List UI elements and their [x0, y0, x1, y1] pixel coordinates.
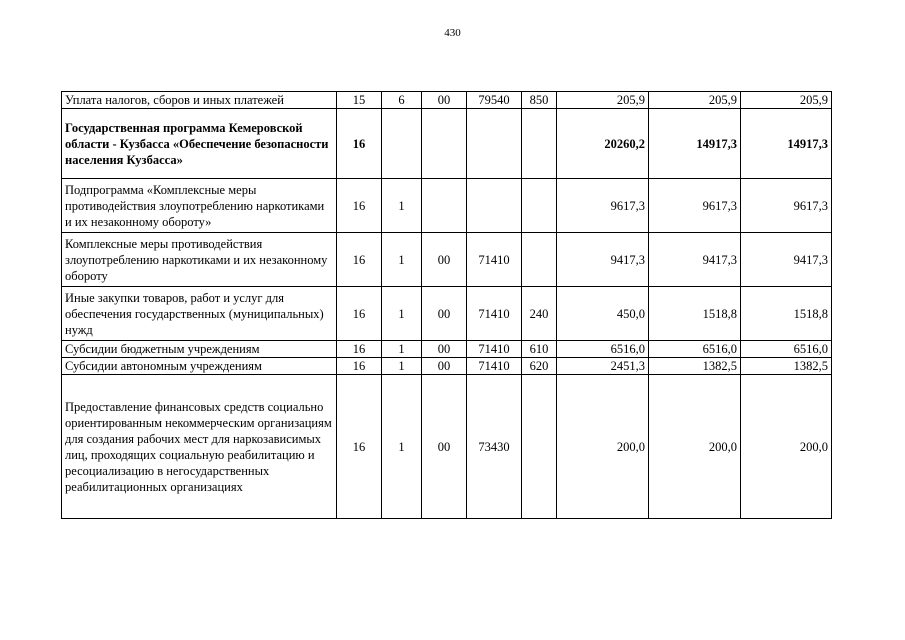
row-value-year-3: 200,0 [741, 375, 832, 519]
row-value-year-1: 9617,3 [557, 179, 649, 233]
row-target-article: 73430 [467, 375, 522, 519]
row-direction-code: 00 [422, 287, 467, 341]
table-row [62, 287, 832, 341]
row-value-year-3: 14917,3 [741, 109, 832, 179]
row-name: Иные закупки товаров, работ и услуг для обеспечения государственных (муниципальных) нужд [62, 287, 337, 341]
page-number: 430 [444, 27, 461, 39]
row-value-year-1: 205,9 [557, 92, 649, 109]
row-expense-type [522, 375, 557, 519]
row-value-year-3: 6516,0 [741, 341, 832, 358]
row-program-code: 16 [337, 358, 382, 375]
table-row [62, 375, 832, 519]
row-target-article: 71410 [467, 233, 522, 287]
row-target-article: 79540 [467, 92, 522, 109]
row-name: Субсидии автономным учреждениям [62, 358, 337, 375]
row-name: Субсидии бюджетным учреждениям [62, 341, 337, 358]
row-target-article: 71410 [467, 358, 522, 375]
row-direction-code [422, 109, 467, 179]
row-target-article [467, 109, 522, 179]
row-value-year-1: 2451,3 [557, 358, 649, 375]
row-program-code: 16 [337, 287, 382, 341]
table-row [62, 233, 832, 287]
row-subprogram-code [382, 109, 422, 179]
row-value-year-1: 450,0 [557, 287, 649, 341]
row-value-year-2: 1518,8 [649, 287, 741, 341]
row-subprogram-code: 1 [382, 179, 422, 233]
row-value-year-2: 205,9 [649, 92, 741, 109]
row-value-year-3: 9617,3 [741, 179, 832, 233]
row-value-year-3: 205,9 [741, 92, 832, 109]
budget-table-body [62, 92, 832, 519]
row-value-year-3: 1518,8 [741, 287, 832, 341]
row-subprogram-code: 1 [382, 341, 422, 358]
row-name: Комплексные меры противодействия злоупотреблению наркотиками и их незаконному обороту [62, 233, 337, 287]
table-row [62, 92, 832, 109]
row-subprogram-code: 1 [382, 375, 422, 519]
row-expense-type: 620 [522, 358, 557, 375]
row-direction-code [422, 179, 467, 233]
row-value-year-1: 200,0 [557, 375, 649, 519]
row-direction-code: 00 [422, 358, 467, 375]
table-row [62, 109, 832, 179]
row-program-code: 16 [337, 375, 382, 519]
table-row [62, 179, 832, 233]
row-program-code: 16 [337, 179, 382, 233]
row-program-code: 15 [337, 92, 382, 109]
row-target-article [467, 179, 522, 233]
row-direction-code: 00 [422, 92, 467, 109]
row-value-year-2: 14917,3 [649, 109, 741, 179]
row-expense-type [522, 233, 557, 287]
row-direction-code: 00 [422, 341, 467, 358]
row-direction-code: 00 [422, 375, 467, 519]
row-name: Уплата налогов, сборов и иных платежей [62, 92, 337, 109]
row-value-year-3: 9417,3 [741, 233, 832, 287]
row-value-year-1: 9417,3 [557, 233, 649, 287]
row-name: Предоставление финансовых средств социально ориентированным некоммерческим организациям для создания рабочих мест для наркозависимых лиц, проходящих социальную реабилитацию и ресоциализацию в негосударственных реабилитационных организациях [62, 375, 337, 519]
row-expense-type: 850 [522, 92, 557, 109]
row-expense-type [522, 179, 557, 233]
table-row [62, 341, 832, 358]
row-expense-type: 240 [522, 287, 557, 341]
row-program-code: 16 [337, 233, 382, 287]
row-expense-type [522, 109, 557, 179]
row-target-article: 71410 [467, 287, 522, 341]
row-value-year-2: 1382,5 [649, 358, 741, 375]
row-name: Государственная программа Кемеровской области - Кузбасса «Обеспечение безопасности населения Кузбасса» [62, 109, 337, 179]
row-subprogram-code: 1 [382, 358, 422, 375]
row-value-year-2: 9617,3 [649, 179, 741, 233]
table-row [62, 358, 832, 375]
row-value-year-1: 20260,2 [557, 109, 649, 179]
row-value-year-2: 6516,0 [649, 341, 741, 358]
budget-table [61, 91, 832, 519]
row-value-year-2: 9417,3 [649, 233, 741, 287]
row-value-year-1: 6516,0 [557, 341, 649, 358]
row-value-year-3: 1382,5 [741, 358, 832, 375]
row-value-year-2: 200,0 [649, 375, 741, 519]
row-program-code: 16 [337, 109, 382, 179]
row-subprogram-code: 1 [382, 287, 422, 341]
row-program-code: 16 [337, 341, 382, 358]
row-direction-code: 00 [422, 233, 467, 287]
row-subprogram-code: 6 [382, 92, 422, 109]
row-name: Подпрограмма «Комплексные меры противодействия злоупотреблению наркотиками и их незаконному обороту» [62, 179, 337, 233]
row-subprogram-code: 1 [382, 233, 422, 287]
row-expense-type: 610 [522, 341, 557, 358]
row-target-article: 71410 [467, 341, 522, 358]
